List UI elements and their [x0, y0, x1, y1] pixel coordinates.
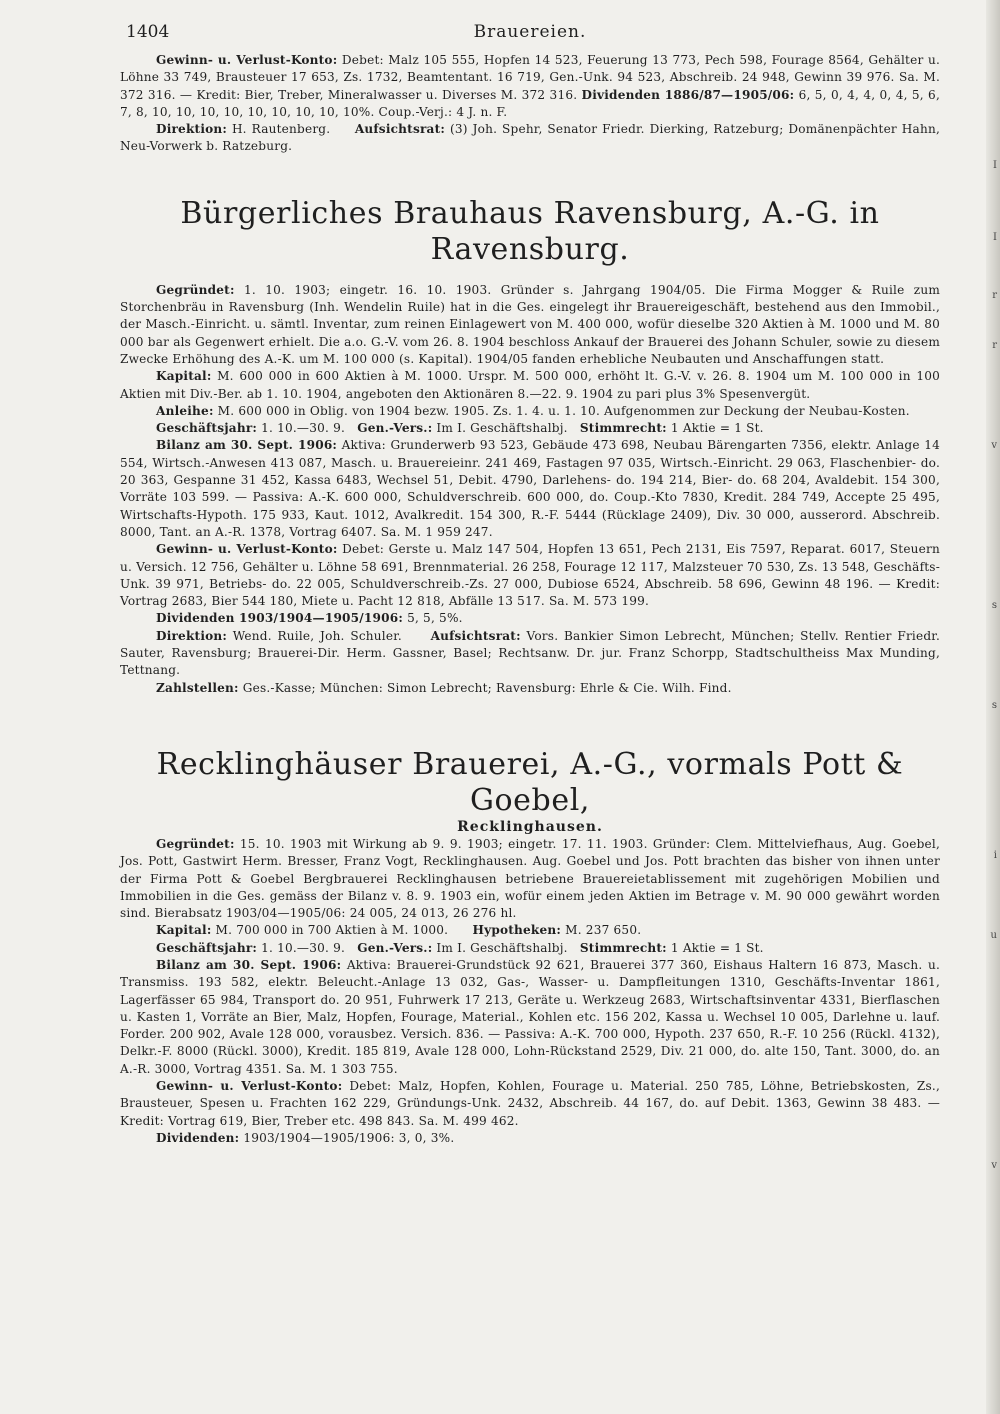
- reckl-gv-text: Im I. Geschäftshalbj.: [436, 940, 568, 955]
- page: [120, 22, 940, 1402]
- reckl-kap-label: Kapital:: [156, 923, 212, 938]
- ravensburg-ar-text: Vors. Bankier Simon Lebrecht, München; Stellv. Rentier Friedr. Sauter, Ravensburg; Brauerei-Dir. Herm. Gassner, Basel; Rechtsanw. Dr. jur. Franz Schorpp, Stadtschultheiss Max Munding, Tettnang.: [120, 628, 940, 678]
- reckl-gegr-label: Gegründet:: [156, 836, 235, 851]
- ravensburg-ar-label: Aufsichtsrat:: [430, 628, 521, 643]
- reckl-guv: [120, 1078, 940, 1130]
- ravensburg-geschaeftsjahr: [120, 420, 940, 437]
- edge-mark: v: [991, 1160, 997, 1171]
- ravensburg-dir-label: Direktion:: [156, 628, 228, 643]
- ravensburg-anleihe: [120, 403, 940, 420]
- edge-mark: i: [993, 850, 997, 861]
- reckl-div-label: Dividenden:: [156, 1130, 240, 1145]
- ravensburg-gj-label: Geschäftsjahr:: [156, 421, 258, 436]
- reckl-gv-label: Gen.-Vers.:: [357, 940, 433, 955]
- reckl-bil-label: Bilanz am 30. Sept. 1906:: [156, 957, 342, 972]
- intro-ar-label: Aufsichtsrat:: [354, 122, 446, 137]
- ravensburg-bil-label: Bilanz am 30. Sept. 1906:: [156, 438, 338, 453]
- ravensburg-div-label: Dividenden 1903/1904—1905/1906:: [156, 611, 404, 626]
- company-title-ravensburg: Bürgerliches Brauhaus Ravensburg, A.-G. in Ravensburg.: [180, 195, 880, 267]
- edge-mark: I: [993, 160, 997, 171]
- ravensburg-bil-text: Aktiva: Grunderwerb 93 523, Gebäude 473 698, Neubau Bärengarten 7356, elektr. Anlage 14 554, Wirtsch.-Anwesen 413 087, Masch. u. Brauereieinr. 241 469, Fastagen 97 035, Wirtsch.-Einricht. 29 063, Flaschenbier- do. 20 363, Gespanne 31 452, Kassa 6483, Wechsel 51, Debit. 4790, Darlehens- do. 194 214, Bier- do. 68 204, Avaldebit. 154 300, Vorräte 103 599. — Passiva: A.-K. 600 000, Schuldverschreib. 600 000, do. Coup.-Kto 7830, Kredit. 284 749, Accepte 25 495, Wirtschafts-Hypoth. 175 933, Kaut. 1012, Avalkredit. 154 300, R.-F. 5444 (Rücklage 2409), Div. 30 000, ausserord. Abschreib. 8000, Tant. an A.-R. 1378, Vortrag 6407. Sa. M. 1 959 247.: [120, 438, 941, 539]
- edge-mark: u: [990, 930, 997, 941]
- ravensburg-div-text: 5, 5, 5%.: [407, 611, 463, 626]
- ravensburg-gv-label: Gen.-Vers.:: [357, 421, 433, 436]
- company-location-recklinghausen: Recklinghausen.: [457, 818, 603, 835]
- ravensburg-gj-text: 1. 10.—30. 9.: [261, 421, 346, 436]
- intro-div-label: Dividenden 1886/87—1905/06:: [581, 87, 795, 102]
- ravensburg-zahlstellen: [120, 680, 940, 697]
- edge-mark: s: [991, 700, 997, 711]
- reckl-bilanz: [120, 957, 940, 1078]
- intro-gv: [120, 52, 940, 121]
- ravensburg-zs-label: Zahlstellen:: [156, 680, 239, 695]
- intro-gv-text: Debet: Malz 105 555, Hopfen 14 523, Feuerung 13 773, Pech 598, Fourage 8564, Gehälter u. Löhne 33 749, Brausteuer 17 653, Zs. 1732, Beamtentant. 16 719, Gen.-Unk. 94 523, Abschreib. 24 948, Gewinn 39 976. Sa. M. 372 316. — Kredit: Bier, Treber, Mineralwasser u. Diverses M. 372 316.: [120, 53, 941, 102]
- ravensburg-st-text: 1 Aktie = 1 St.: [670, 421, 764, 436]
- ravensburg-guv: [120, 541, 940, 610]
- edge-mark: r: [992, 340, 997, 351]
- intro-gv-label: Gewinn- u. Verlust-Konto:: [156, 53, 338, 67]
- intro-dir-label: Direktion:: [156, 122, 228, 137]
- ravensburg-guv-label: Gewinn- u. Verlust-Konto:: [156, 542, 338, 557]
- intro-dir-text: H. Rautenberg.: [231, 122, 331, 137]
- reckl-hyp-label: Hypotheken:: [472, 923, 562, 938]
- ravensburg-guv-text: Debet: Gerste u. Malz 147 504, Hopfen 13 651, Pech 2131, Eis 7597, Reparat. 6017, Steuern u. Versich. 12 756, Gehälter u. Löhne 58 691, Brennmaterial. 26 258, Fourage 12 117, Malzsteuer 70 530, Zs. 13 548, Geschäfts-Unk. 39 971, Betriebs- do. 22 005, Schuldverschreib.-Zs. 27 000, Dubiose 6524, Abschreib. 58 696, Gewinn 48 196. — Kredit: Vortrag 2683, Bier 544 180, Miete u. Pacht 12 818, Abfälle 13 517. Sa. M. 573 199.: [120, 542, 941, 609]
- ravensburg-anl-text: M. 600 000 in Oblig. von 1904 bezw. 1905. Zs. 1. 4. u. 1. 10. Aufgenommen zur Deckung der Neubau-Kosten.: [217, 403, 910, 418]
- company-entry-recklinghausen: [120, 747, 940, 1147]
- intro-entry: [120, 52, 940, 156]
- ravensburg-gegr-text: 1. 10. 1903; eingetr. 16. 10. 1903. Gründer s. Jahrgang 1904/05. Die Firma Mogger & Ruile zum Storchenbräu in Ravensburg (Inh. Wendelin Ruile) hat in die Ges. eingelegt ihr Brauereigeschäft, bestehend aus den Immobil., der Masch.-Einricht. u. sämtl. Inventar, zum reinen Einlagewert von M. 400 000, wofür dieselbe 320 Aktien à M. 1000 und M. 80 000 bar als Gegenwert erhielt. Die a.o. G.-V. vom 26. 8. 1904 beschloss Ankauf der Brauerei des Johann Schuler, sowie zu diesem Zwecke Erhöhung des A.-K. um M. 100 000 (s. Kapital). 1904/05 fanden erhebliche Neubauten und Anschaffungen statt.: [120, 282, 941, 366]
- ravensburg-bilanz: [120, 437, 940, 541]
- intro-ar-text: (3) Joh. Spehr, Senator Friedr. Dierking, Ratzeburg; Domänenpächter Hahn, Neu-Vorwerk b. Ratzeburg.: [120, 122, 940, 154]
- ravensburg-anl-label: Anleihe:: [156, 403, 214, 418]
- reckl-gegruendet: [120, 836, 940, 922]
- running-head: [120, 22, 940, 52]
- company-title-recklinghausen: Recklinghäuser Brauerei, A.-G., vormals Pott & Goebel,: [156, 746, 904, 818]
- reckl-st-text: 1 Aktie = 1 St.: [670, 940, 764, 955]
- running-title: Brauereien.: [473, 22, 587, 42]
- ravensburg-kapital: [120, 368, 940, 403]
- ravensburg-kap-text: M. 600 000 in 600 Aktien à M. 1000. Urspr. M. 500 000, erhöht lt. G.-V. v. 26. 8. 1904 um M. 100 000 in 100 Aktien mit Div.-Ber. ab 1. 10. 1904, angeboten den Aktionären 8.—22. 9. 1904 zu pari plus 3% Spesenvergüt.: [120, 369, 941, 401]
- edge-mark: v: [991, 440, 997, 451]
- intro-dir: [120, 121, 940, 156]
- ravensburg-dividenden: [120, 610, 940, 627]
- ravensburg-gegr-label: Gegründet:: [156, 282, 235, 297]
- page-number: 1404: [126, 22, 170, 42]
- edge-mark: r: [992, 290, 997, 301]
- edge-mark: I: [993, 232, 997, 243]
- ravensburg-gegruendet: [120, 282, 940, 368]
- reckl-guv-text: Debet: Malz, Hopfen, Kohlen, Fourage u. Material. 250 785, Löhne, Betriebskosten, Zs., Brausteuer, Spesen u. Frachten 162 229, Gründungs-Unk. 2432, Abschreib. 44 167, do. auf Debit. 1363, Gewinn 38 483. — Kredit: Vortrag 619, Bier, Treber etc. 498 843. Sa. M. 499 462.: [120, 1079, 940, 1128]
- ravensburg-st-label: Stimmrecht:: [579, 421, 667, 436]
- reckl-guv-label: Gewinn- u. Verlust-Konto:: [156, 1079, 343, 1094]
- ravensburg-gv-text: Im I. Geschäftshalbj.: [436, 421, 568, 436]
- ravensburg-direktion: [120, 628, 940, 680]
- reckl-kap-text: M. 700 000 in 700 Aktien à M. 1000.: [215, 923, 449, 938]
- reckl-div-text: 1903/1904—1905/1906: 3, 0, 3%.: [243, 1130, 455, 1145]
- page-edge-shadow: [986, 0, 1000, 1414]
- company-entry-ravensburg: [120, 196, 940, 697]
- edge-mark: s: [991, 600, 997, 611]
- reckl-geschaeftsjahr: [120, 940, 940, 957]
- reckl-hyp-text: M. 237 650.: [565, 923, 642, 938]
- ravensburg-zs-text: Ges.-Kasse; München: Simon Lebrecht; Ravensburg: Ehrle & Cie. Wilh. Find.: [242, 680, 732, 695]
- reckl-kapital: [120, 922, 940, 939]
- intro-div-text: 6, 5, 0, 4, 4, 0, 4, 5, 6, 7, 8, 10, 10, 10, 10, 10, 10, 10, 10, 10%. Coup.-Verj.: 4 J. n. F.: [120, 87, 940, 119]
- reckl-gj-label: Geschäftsjahr:: [156, 940, 258, 955]
- ravensburg-kap-label: Kapital:: [156, 369, 212, 384]
- reckl-gj-text: 1. 10.—30. 9.: [261, 940, 346, 955]
- reckl-dividenden: [120, 1130, 940, 1147]
- reckl-st-label: Stimmrecht:: [579, 940, 667, 955]
- ravensburg-dir-text: Wend. Ruile, Joh. Schuler.: [232, 628, 402, 643]
- reckl-bil-text: Aktiva: Brauerei-Grundstück 92 621, Brauerei 377 360, Eishaus Haltern 16 873, Masch. u. Transmiss. 193 582, elektr. Beleucht.-Anlage 13 032, Gas-, Wasser- u. Dampfleitungen 1310, Geschäfts-Inventar 1861, Lagerfässer 65 984, Transport do. 20 951, Fuhrwerk 17 213, Geräte u. Werkzeug 2683, Wirtschaftsinventar 4331, Bierflaschen u. Kasten 1, Vorräte an Bier, Malz, Hopfen, Fourage, Material., Kohlen etc. 156 202, Kassa u. Wechsel 10 005, Darlehne u. lauf. Forder. 200 902, Avale 128 000, vorausbez. Versich. 836. — Passiva: A.-K. 700 000, Hypoth. 237 650, R.-F. 10 256 (Rückl. 4132), Delkr.-F. 8000 (Rückl. 3000), Kredit. 185 819, Avale 128 000, Lohn-Rückstand 2529, Div. 21 000, do. alte 150, Tant. 3000, do. an A.-R. 3000, Vortrag 4351. Sa. M. 1 303 755.: [120, 957, 940, 1076]
- reckl-gegr-text: 15. 10. 1903 mit Wirkung ab 9. 9. 1903; eingetr. 17. 11. 1903. Gründer: Clem. Mittelviefhaus, Aug. Goebel, Jos. Pott, Gastwirt Herm. Bresser, Franz Vogt, Recklinghausen. Aug. Goebel und Jos. Pott brachten das bisher von ihnen unter der Firma Pott & Goebel Bergbrauerei Recklinghausen betriebene Brauereietablissement mit zugehörigen Mobilien und Immobilien in die Ges. gemäss der Bilanz v. 8. 9. 1903 ein, wofür einem jeden Aktien im Betrage v. M. 90 000 gewährt worden sind. Bierabsatz 1903/04—1905/06: 24 005, 24 013, 26 276 hl.: [120, 836, 940, 921]
